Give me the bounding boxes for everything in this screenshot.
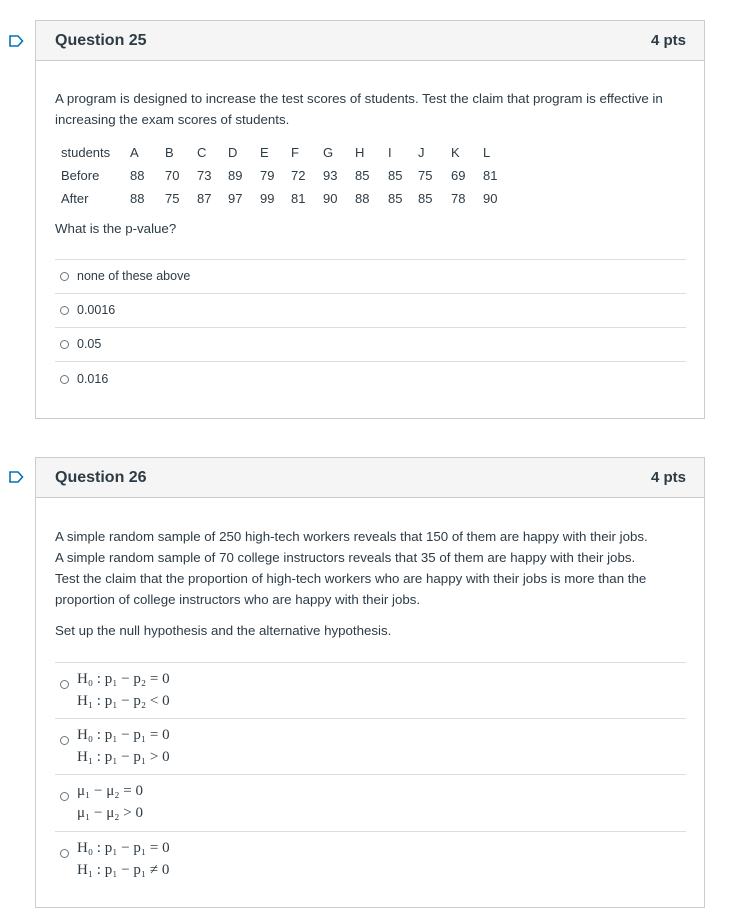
hypothesis-pair xyxy=(77,837,170,881)
table-cell: L xyxy=(483,145,491,160)
table-cell: 85 xyxy=(388,168,403,183)
table-cell: 88 xyxy=(355,191,370,206)
answer-option[interactable] xyxy=(55,719,686,775)
alternative-hypothesis: H₁ : p₁ − p₂ < 0 xyxy=(77,693,170,709)
question-sub-prompt: What is the p-value? xyxy=(55,221,177,236)
table-cell: K xyxy=(451,145,460,160)
table-cell: 73 xyxy=(197,168,212,183)
table-cell: 85 xyxy=(388,191,403,206)
table-cell: 99 xyxy=(260,191,275,206)
table-cell: 85 xyxy=(418,191,433,206)
table-cell: A xyxy=(130,145,139,160)
table-cell: H xyxy=(355,145,365,160)
question-header xyxy=(36,21,704,61)
table-cell: D xyxy=(228,145,238,160)
table-cell: G xyxy=(323,145,334,160)
scores-table xyxy=(61,141,513,210)
table-cell: 88 xyxy=(130,191,145,206)
radio-button[interactable] xyxy=(60,792,69,801)
question-body xyxy=(36,88,704,396)
alternative-hypothesis: H₁ : p₁ − p₁ ≠ 0 xyxy=(77,862,170,878)
flag-question-icon[interactable] xyxy=(9,35,24,47)
question-title: Question 25 xyxy=(55,31,147,49)
table-cell: I xyxy=(388,145,392,160)
table-cell: F xyxy=(291,145,299,160)
table-cell: 90 xyxy=(483,191,498,206)
table-cell: 78 xyxy=(451,191,466,206)
table-cell: 69 xyxy=(451,168,466,183)
question-prompt xyxy=(55,526,686,610)
prompt-line: Test the claim that the proportion of high-tech workers who are happy with their jobs is more than the xyxy=(55,571,647,586)
question-title: Question 26 xyxy=(55,468,147,486)
table-cell: students xyxy=(61,145,111,160)
table-cell: Before xyxy=(61,168,100,183)
answer-label: 0.016 xyxy=(77,371,109,386)
prompt-line: A simple random sample of 250 high-tech workers reveals that 150 of them are happy with their jobs. xyxy=(55,529,648,544)
table-cell: 87 xyxy=(197,191,212,206)
answer-label: none of these above xyxy=(77,269,191,283)
radio-button[interactable] xyxy=(60,736,69,745)
question-points: 4 pts xyxy=(650,469,686,486)
alternative-hypothesis: μ₁ − μ₂ > 0 xyxy=(77,805,143,821)
null-hypothesis: H₀ : p₁ − p₂ = 0 xyxy=(77,671,170,687)
table-cell: 89 xyxy=(228,168,243,183)
answer-option[interactable] xyxy=(55,832,686,888)
table-header-row xyxy=(61,141,513,164)
table-cell: 88 xyxy=(130,168,145,183)
radio-button[interactable] xyxy=(60,375,69,384)
answer-option[interactable] xyxy=(55,260,686,294)
table-cell: B xyxy=(165,145,174,160)
question-prompt: A program is designed to increase the test scores of students. Test the claim that program is effective in increasing the exam scores of students. xyxy=(55,91,663,127)
answer-option[interactable] xyxy=(55,663,686,719)
question-header xyxy=(36,458,704,498)
table-cell: 90 xyxy=(323,191,338,206)
table-row xyxy=(61,187,513,210)
answer-option[interactable] xyxy=(55,775,686,832)
null-hypothesis: H₀ : p₁ − p₁ = 0 xyxy=(77,727,170,743)
table-row xyxy=(61,164,513,187)
prompt-line: A simple random sample of 70 college instructors reveals that 35 of them are happy with their jobs. xyxy=(55,550,636,565)
answer-option[interactable] xyxy=(55,294,686,328)
question-points: 4 pts xyxy=(650,32,686,49)
answer-option[interactable] xyxy=(55,362,686,396)
hypothesis-pair xyxy=(77,668,170,712)
table-cell: After xyxy=(61,191,89,206)
table-cell: 75 xyxy=(165,191,180,206)
flag-question-icon[interactable] xyxy=(9,471,24,483)
answer-label: 0.0016 xyxy=(77,303,116,317)
radio-button[interactable] xyxy=(60,306,69,315)
hypothesis-pair xyxy=(77,724,170,768)
table-cell: 81 xyxy=(291,191,306,206)
radio-button[interactable] xyxy=(60,680,69,689)
table-cell: 79 xyxy=(260,168,275,183)
answer-option[interactable] xyxy=(55,328,686,362)
table-cell: J xyxy=(418,145,425,160)
prompt-line: proportion of college instructors who are happy with their jobs. xyxy=(55,592,421,607)
table-cell: 72 xyxy=(291,168,306,183)
table-cell: 97 xyxy=(228,191,243,206)
table-cell: 70 xyxy=(165,168,180,183)
hypothesis-pair xyxy=(77,780,143,824)
radio-button[interactable] xyxy=(60,272,69,281)
table-cell: 85 xyxy=(355,168,370,183)
answer-label: 0.05 xyxy=(77,337,102,351)
table-cell: C xyxy=(197,145,207,160)
alternative-hypothesis: H₁ : p₁ − p₁ > 0 xyxy=(77,749,170,765)
question-body xyxy=(36,526,704,888)
radio-button[interactable] xyxy=(60,340,69,349)
question-25 xyxy=(35,20,705,419)
null-hypothesis: μ₁ − μ₂ = 0 xyxy=(77,783,143,799)
radio-button[interactable] xyxy=(60,849,69,858)
table-cell: 81 xyxy=(483,168,498,183)
answer-list xyxy=(55,662,686,888)
question-sub-prompt: Set up the null hypothesis and the alternative hypothesis. xyxy=(55,623,392,638)
table-cell: 93 xyxy=(323,168,338,183)
table-cell: 75 xyxy=(418,168,433,183)
question-26 xyxy=(35,457,705,908)
null-hypothesis: H₀ : p₁ − p₁ = 0 xyxy=(77,840,170,856)
table-cell: E xyxy=(260,145,269,160)
answer-list xyxy=(55,259,686,396)
